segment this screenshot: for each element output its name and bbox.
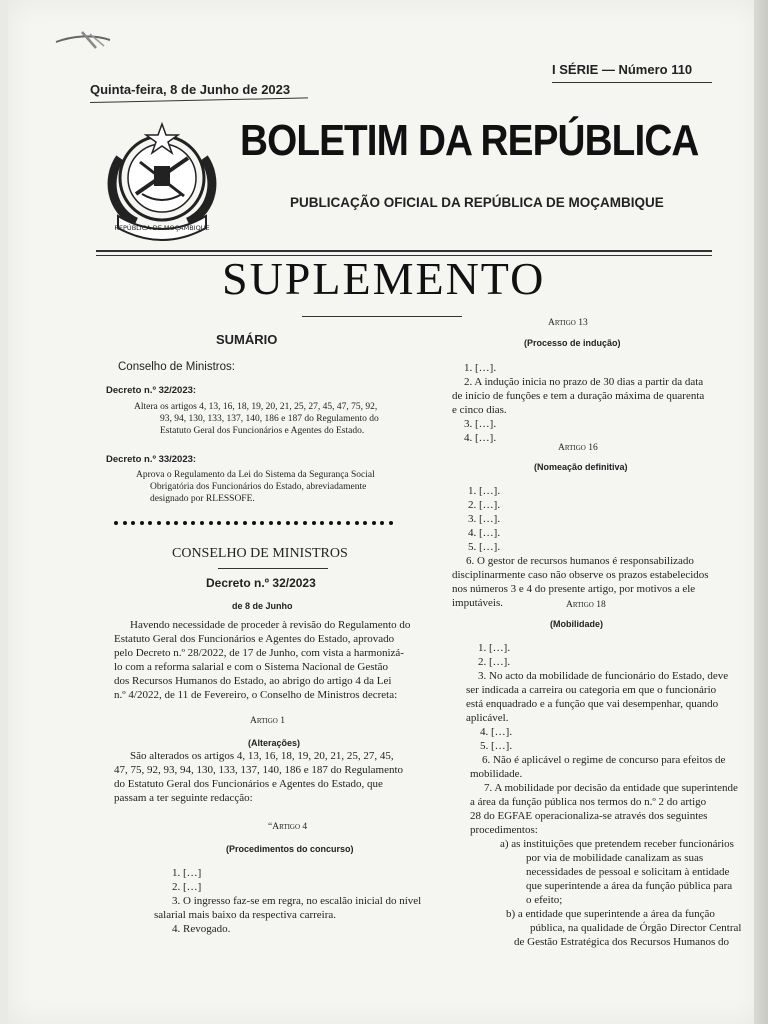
- preamble-line: pelo Decreto n.º 28/2022, de 17 de Junho, com vista a harmonizá-: [114, 647, 404, 659]
- article-line: 4. […].: [468, 527, 501, 539]
- article-line: 5. […].: [468, 541, 501, 553]
- article-line: 3. […].: [468, 513, 501, 525]
- article-line: aplicável.: [466, 712, 509, 724]
- article-line: procedimentos:: [470, 824, 538, 836]
- list-item: o efeito;: [526, 894, 563, 906]
- article-line: 3. […].: [464, 418, 497, 430]
- article-line: nos números 3 e 4 do presente artigo, por motivos a ele: [452, 583, 696, 595]
- article-line: e cinco dias.: [452, 404, 507, 416]
- article-line: 6. O gestor de recursos humanos é responsabilizado: [466, 555, 694, 567]
- list-item: b) a entidade que superintende a área da função: [506, 908, 715, 920]
- summary-decree-ref: Decreto n.º 32/2023:: [106, 385, 197, 396]
- article-line: está enquadrado e a função que vai desempenhar, quando: [466, 698, 719, 710]
- decree-date: de 8 de Junho: [232, 601, 293, 611]
- series-underline: [552, 82, 712, 83]
- preamble-line: Estatuto Geral dos Funcionários e Agentes do Estado, aprovado: [114, 633, 395, 645]
- article-title: “Artigo 4: [268, 822, 308, 832]
- article-line: 2. […].: [478, 656, 511, 668]
- dotted-separator: [114, 512, 414, 526]
- section-underline: [218, 568, 328, 569]
- article-line: 1. […].: [464, 362, 497, 374]
- article-item: 1. […]: [172, 867, 202, 879]
- article-line: mobilidade.: [470, 768, 523, 780]
- list-item: pública, na qualidade de Órgão Director Central: [530, 922, 742, 934]
- article-text-line: passam a ter seguinte redacção:: [114, 792, 253, 804]
- article-line: 2. […].: [468, 499, 501, 511]
- summary-line: designado por RLESSOFE.: [150, 494, 255, 504]
- article-item: 3. O ingresso faz-se em regra, no escalão inicial do nível: [172, 895, 422, 907]
- article-name: (Alterações): [248, 738, 301, 748]
- series-number: I SÉRIE — Número 110: [552, 62, 693, 77]
- preamble-line: Havendo necessidade de proceder à revisão do Regulamento do: [130, 619, 411, 631]
- article-line: disciplinarmente caso não observe os prazos estabelecidos: [452, 569, 709, 581]
- issue-date: Quinta-feira, 8 de Junho de 2023: [90, 82, 291, 97]
- article-line: 4. […].: [480, 726, 513, 738]
- article-line: 4. […].: [464, 432, 497, 444]
- article-name: (Nomeação definitiva): [534, 462, 628, 472]
- article-line: 7. A mobilidade por decisão da entidade que superintende: [484, 782, 738, 794]
- summary-line: Estatuto Geral dos Funcionários e Agentes do Estado.: [160, 426, 365, 436]
- article-name: (Procedimentos do concurso): [226, 844, 354, 854]
- supplement-underline: [302, 316, 462, 317]
- article-item: 4. Revogado.: [172, 923, 231, 935]
- article-line: 1. […].: [478, 642, 511, 654]
- supplement-heading: SUPLEMENTO: [222, 253, 546, 304]
- summary-heading: SUMÁRIO: [216, 332, 278, 347]
- article-title: Artigo 18: [566, 600, 606, 610]
- page-edge: [754, 0, 768, 1024]
- article-line: 28 do EGFAE operacionaliza-se através dos seguintes: [470, 810, 708, 822]
- summary-line: Obrigatória dos Funcionários do Estado, abreviadamente: [150, 482, 367, 492]
- mozambique-emblem-icon: [96, 118, 228, 246]
- summary-decree-ref: Decreto n.º 33/2023:: [106, 454, 197, 465]
- publication-title: BOLETIM DA REPÚBLICA: [240, 116, 699, 165]
- article-line: a área da função pública nos termos do n.º 2 do artigo: [470, 796, 707, 808]
- article-line: 2. A indução inicia no prazo de 30 dias a partir da data: [464, 376, 704, 388]
- list-item: por via de mobilidade canalizam as suas: [526, 852, 704, 864]
- publication-subtitle: PUBLICAÇÃO OFICIAL DA REPÚBLICA DE MOÇAMBIQUE: [290, 195, 664, 210]
- article-title: Artigo 13: [548, 318, 588, 328]
- list-item: a) as instituições que pretendem receber funcionários: [500, 838, 734, 850]
- summary-line: 93, 94, 130, 133, 137, 140, 186 e 187 do Regulamento do: [160, 414, 379, 424]
- preamble-line: n.º 4/2022, de 11 de Fevereiro, o Conselho de Ministros decreta:: [114, 689, 398, 701]
- article-line: imputáveis.: [452, 597, 504, 609]
- article-text-line: São alterados os artigos 4, 13, 16, 18, 19, 20, 21, 25, 27, 45,: [130, 750, 394, 762]
- preamble-line: dos Recursos Humanos do Estado, ao abrigo do artigo 4 da Lei: [114, 675, 392, 687]
- article-title: Artigo 16: [558, 443, 598, 453]
- section-heading: CONSELHO DE MINISTROS: [172, 546, 348, 561]
- staple-mark: [52, 30, 114, 50]
- decree-title: Decreto n.º 32/2023: [206, 576, 316, 590]
- summary-line: Aprova o Regulamento da Lei do Sistema da Segurança Social: [136, 470, 375, 480]
- article-name: (Mobilidade): [550, 619, 603, 629]
- list-item: necessidades de pessoal e solicitam à entidade: [526, 866, 730, 878]
- preamble-line: lo com a reforma salarial e com o Sistema Nacional de Gestão: [114, 661, 388, 673]
- article-title: Artigo 1: [250, 716, 285, 726]
- article-text-line: do Estatuto Geral dos Funcionários e Agentes do Estado, que: [114, 778, 383, 790]
- article-item: 2. […]: [172, 881, 202, 893]
- article-line: 5. […].: [480, 740, 513, 752]
- article-line: ser indicada a carreira ou categoria em que o funcionário: [466, 684, 717, 696]
- summary-council: Conselho de Ministros:: [118, 361, 235, 373]
- article-name: (Processo de indução): [524, 338, 621, 348]
- summary-line: Altera os artigos 4, 13, 16, 18, 19, 20, 21, 25, 27, 45, 47, 75, 92,: [134, 402, 378, 412]
- article-line: 6. Não é aplicável o regime de concurso para efeitos de: [482, 754, 726, 766]
- svg-text:REPÚBLICA DE MOÇAMBIQUE: REPÚBLICA DE MOÇAMBIQUE: [114, 224, 210, 232]
- article-line: 1. […].: [468, 485, 501, 497]
- list-item: que superintende a área da função pública para: [526, 880, 733, 892]
- article-text-line: 47, 75, 92, 93, 94, 130, 133, 137, 140, 186 e 187 do Regulamento: [114, 764, 404, 776]
- article-line: de início de funções e tem a duração máxima de quarenta: [452, 390, 705, 402]
- article-item: salarial mais baixo da respectiva carreira.: [154, 909, 337, 921]
- article-line: 3. No acto da mobilidade de funcionário do Estado, deve: [478, 670, 729, 682]
- list-item: de Gestão Estratégica dos Recursos Humanos do: [514, 936, 730, 948]
